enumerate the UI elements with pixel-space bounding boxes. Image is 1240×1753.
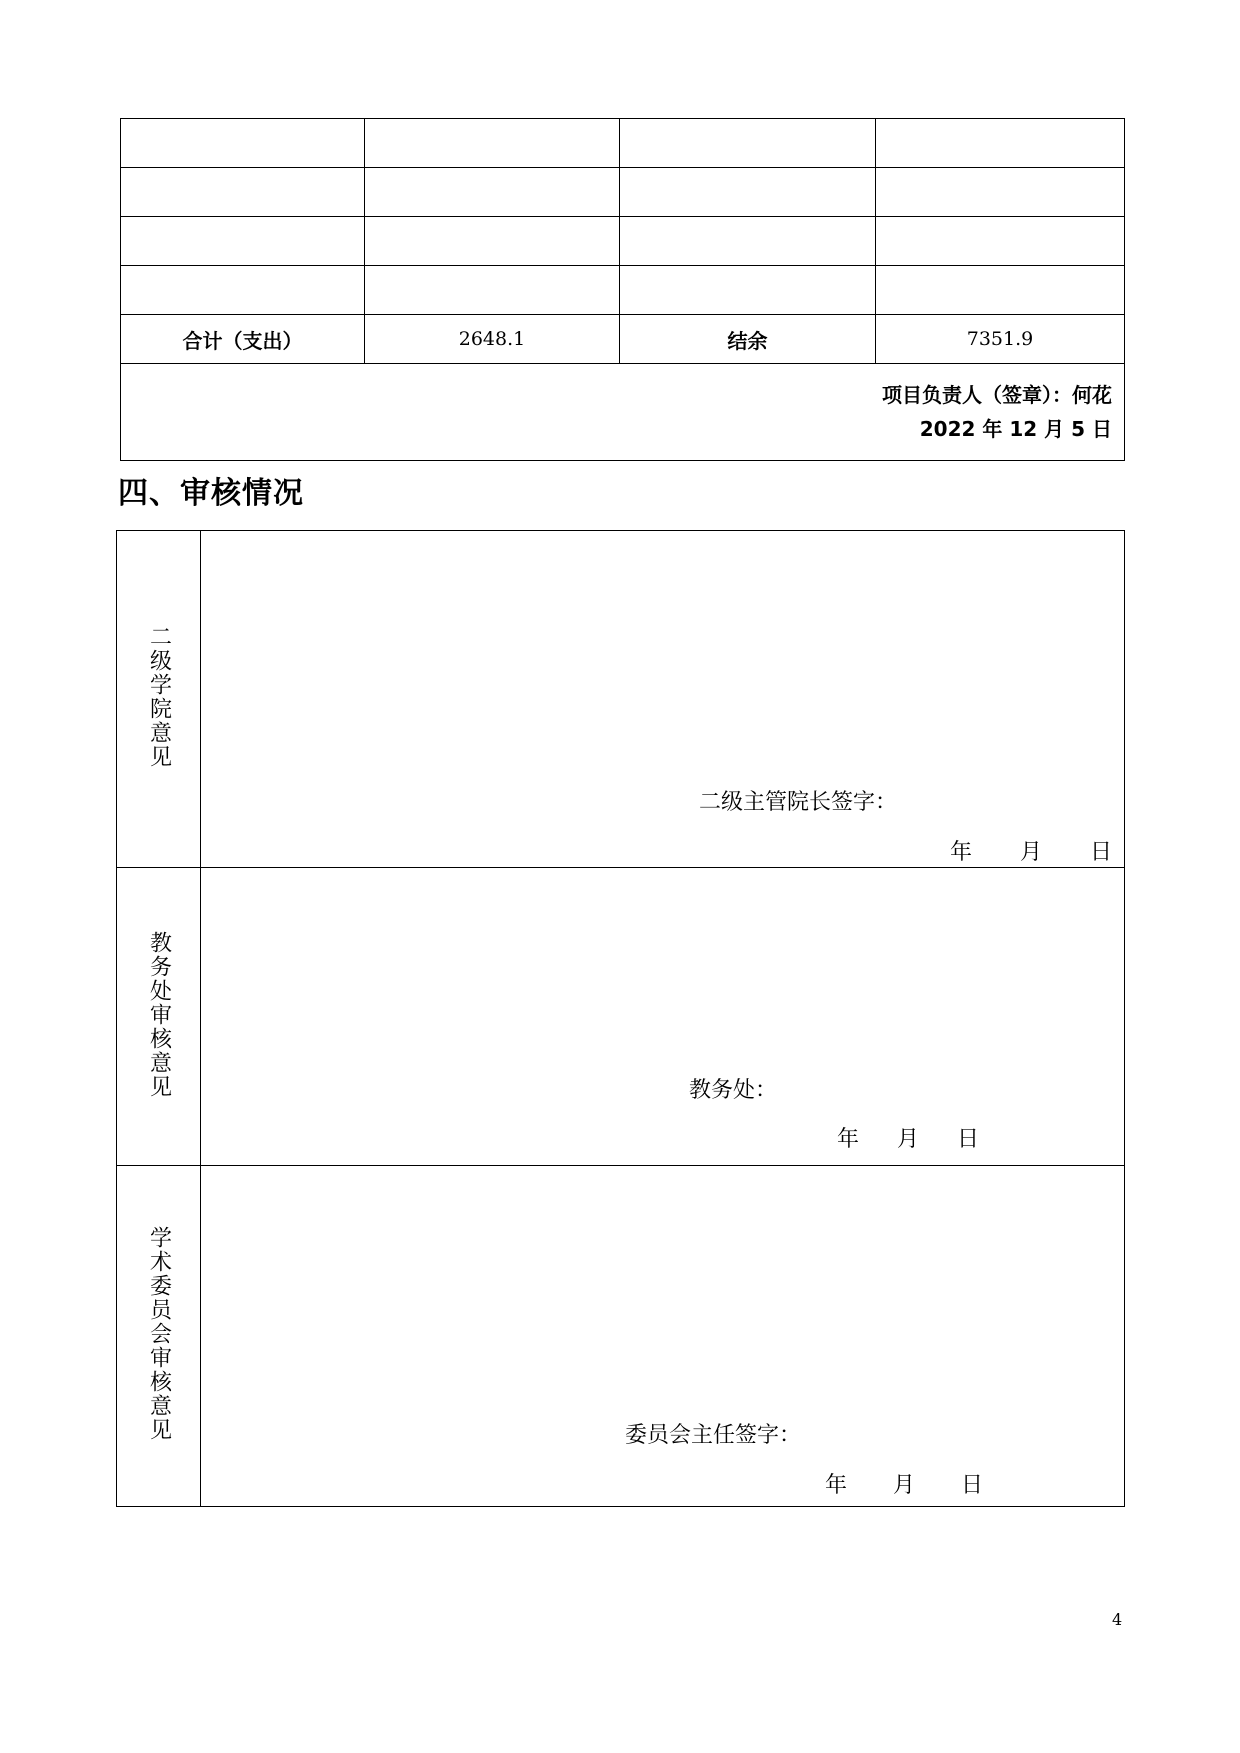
table-cell: [876, 217, 1125, 266]
expense-table: [120, 118, 1125, 461]
review-label-cell: [117, 868, 201, 1166]
month-label: 月: [893, 1473, 916, 1498]
section-heading: 四、审核情况: [118, 476, 304, 511]
total-row: [121, 315, 1125, 364]
total-label: 合计（支出）: [121, 315, 365, 364]
table-cell: [620, 266, 876, 315]
review-row-college: [117, 531, 1125, 868]
review-opinion-area[interactable]: [201, 531, 1125, 868]
table-cell: [620, 119, 876, 168]
page-number: 4: [1112, 1610, 1123, 1629]
table-cell: [121, 168, 365, 217]
table-row: [121, 168, 1125, 217]
table-cell: [876, 119, 1125, 168]
table-cell: [620, 168, 876, 217]
table-cell: [365, 217, 620, 266]
table-cell: [121, 119, 365, 168]
signer-label: 委员会主任签字：: [625, 1423, 802, 1448]
signature-cell: [121, 364, 1125, 461]
date-line: [950, 835, 1112, 866]
table-row: [121, 119, 1125, 168]
review-label: 学术委员会审核意见: [146, 1226, 172, 1442]
review-label-cell: [117, 1166, 201, 1507]
table-cell: [121, 266, 365, 315]
table-cell: [365, 266, 620, 315]
month-label: 月: [1019, 840, 1042, 865]
date-line: [837, 1122, 979, 1153]
table-cell: [365, 119, 620, 168]
review-opinion-area[interactable]: [201, 1166, 1125, 1507]
signer-label: 教务处：: [689, 1078, 778, 1103]
year-label: 年: [949, 840, 972, 865]
signature-date: 2022 年 12 月 5 日: [919, 417, 1112, 441]
project-leader-signature: 项目负责人（签章）：何花: [882, 383, 1112, 407]
review-label: 教务处审核意见: [146, 930, 172, 1099]
year-label: 年: [837, 1127, 860, 1152]
table-cell: [876, 168, 1125, 217]
review-table: [116, 530, 1125, 1507]
date-line: [825, 1468, 983, 1499]
table-row: [121, 217, 1125, 266]
table-cell: [121, 217, 365, 266]
year-label: 年: [825, 1473, 848, 1498]
table-cell: [876, 266, 1125, 315]
month-label: 月: [897, 1127, 920, 1152]
review-opinion-area[interactable]: [201, 868, 1125, 1166]
table-cell: [620, 217, 876, 266]
balance-label: 结余: [620, 315, 876, 364]
signature-row: [121, 364, 1125, 461]
review-row-academic-committee: [117, 1166, 1125, 1507]
table-cell: [365, 168, 620, 217]
signer-label: 二级主管院长签字：: [699, 790, 898, 815]
review-label-cell: [117, 531, 201, 868]
day-label: 日: [957, 1127, 980, 1152]
review-row-academic-affairs: [117, 868, 1125, 1166]
day-label: 日: [961, 1473, 984, 1498]
day-label: 日: [1089, 840, 1112, 865]
table-row: [121, 266, 1125, 315]
review-label: 二级学院意见: [146, 625, 172, 769]
total-value: 2648.1: [365, 315, 620, 364]
balance-value: 7351.9: [876, 315, 1125, 364]
